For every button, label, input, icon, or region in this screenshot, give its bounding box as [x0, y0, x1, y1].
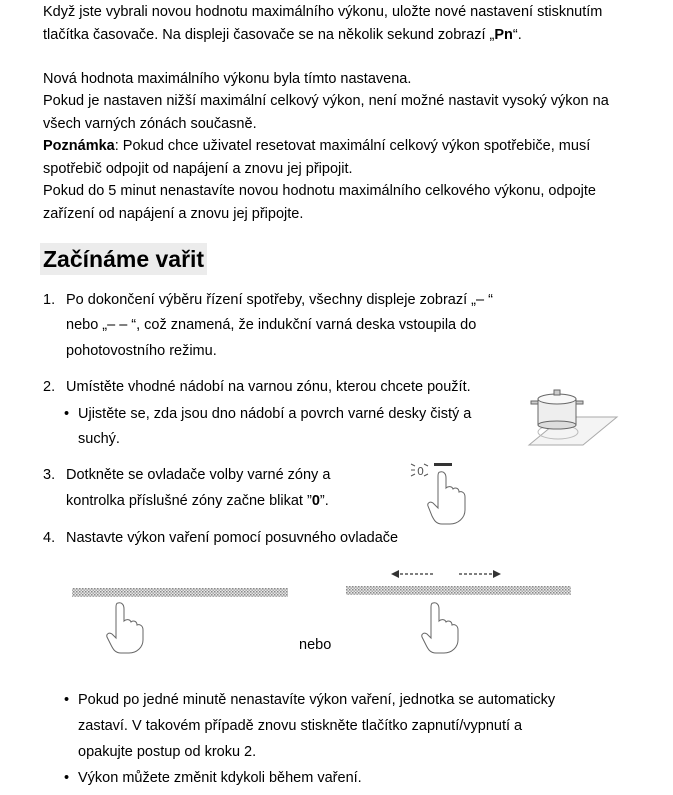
step-3-line-2: kontrolka příslušné zóny začne blikat ”0”. [66, 493, 329, 509]
intro-paragraph-set: Nová hodnota maximálního výkonu byla tímto nastavena. [43, 71, 412, 87]
step-number-3: 3. [43, 467, 56, 483]
zone-indicator-digit: 0 [417, 465, 424, 478]
bullet-2-line-1: Výkon můžete změnit kdykoli během vaření. [78, 770, 362, 786]
finger-touch-zone-illustration [410, 458, 470, 528]
note-label: Poznámka [43, 138, 115, 154]
slider-tap-illustration [70, 585, 290, 655]
bullet-1-line-3: opakujte postup od kroku 2. [78, 744, 257, 760]
bullet-dot: • [64, 406, 70, 422]
step-3-line-1: Dotkněte se ovladače volby varné zóny a [66, 467, 331, 483]
step-1-line-2: nebo „– – “, což znamená, že indukční varná deska vstoupila do [66, 317, 477, 333]
step-1-line-3: pohotovostního režimu. [66, 343, 217, 359]
bullet-1-line-1: Pokud po jedné minutě nenastavíte výkon vaření, jednotka se automaticky [78, 692, 556, 708]
step-4-line-1: Nastavte výkon vaření pomocí posuvného ovladače [66, 530, 399, 546]
bullet-dot: • [64, 692, 70, 708]
step-2-bullet-line-1: Ujistěte se, zda jsou dno nádobí a povrch varné desky čistý a [78, 406, 472, 422]
step-number-1: 1. [43, 292, 56, 308]
note-paragraph: Poznámka: Pokud chce uživatel resetovat maximální celkový výkon spotřebiče, musí spotřebič odpojit od napájení a znovu jej připojit. [43, 138, 591, 177]
slider-swipe-illustration [343, 565, 573, 655]
step-number-2: 2. [43, 379, 56, 395]
step-2-line-1: Umístěte vhodné nádobí na varnou zónu, kterou chcete použít. [66, 379, 471, 395]
step-number-4: 4. [43, 530, 56, 546]
intro-paragraph-timeout: Pokud do 5 minut nenastavíte novou hodnotu maximálního celkového výkonu, odpojte zařízení od napájení a znovu jej připojte. [43, 183, 596, 222]
step-1-line-1: Po dokončení výběru řízení spotřeby, všechny displeje zobrazí „– “ [66, 292, 493, 308]
intro-paragraph-lower-power: Pokud je nastaven nižší maximální celkový výkon, není možné nastavit vysoký výkon na všech varných zónách současně. [43, 93, 609, 132]
step-2-bullet-line-2: suchý. [78, 431, 120, 447]
intro-paragraph-save: Když jste vybrali novou hodnotu maximálního výkonu, uložte nové nastavení stisknutím tlačítka časovače. Na displeji časovače se na několik sekund zobrazí „Pn“. [43, 4, 603, 43]
bullet-dot: • [64, 770, 70, 786]
section-heading: Začínáme vařit [40, 243, 207, 275]
pot-on-hob-illustration [525, 385, 620, 460]
or-label: nebo [299, 637, 332, 653]
bullet-1-line-2: zastaví. V takovém případě znovu stiskněte tlačítko zapnutí/vypnutí a [78, 718, 523, 734]
pn-code: Pn [494, 26, 513, 43]
